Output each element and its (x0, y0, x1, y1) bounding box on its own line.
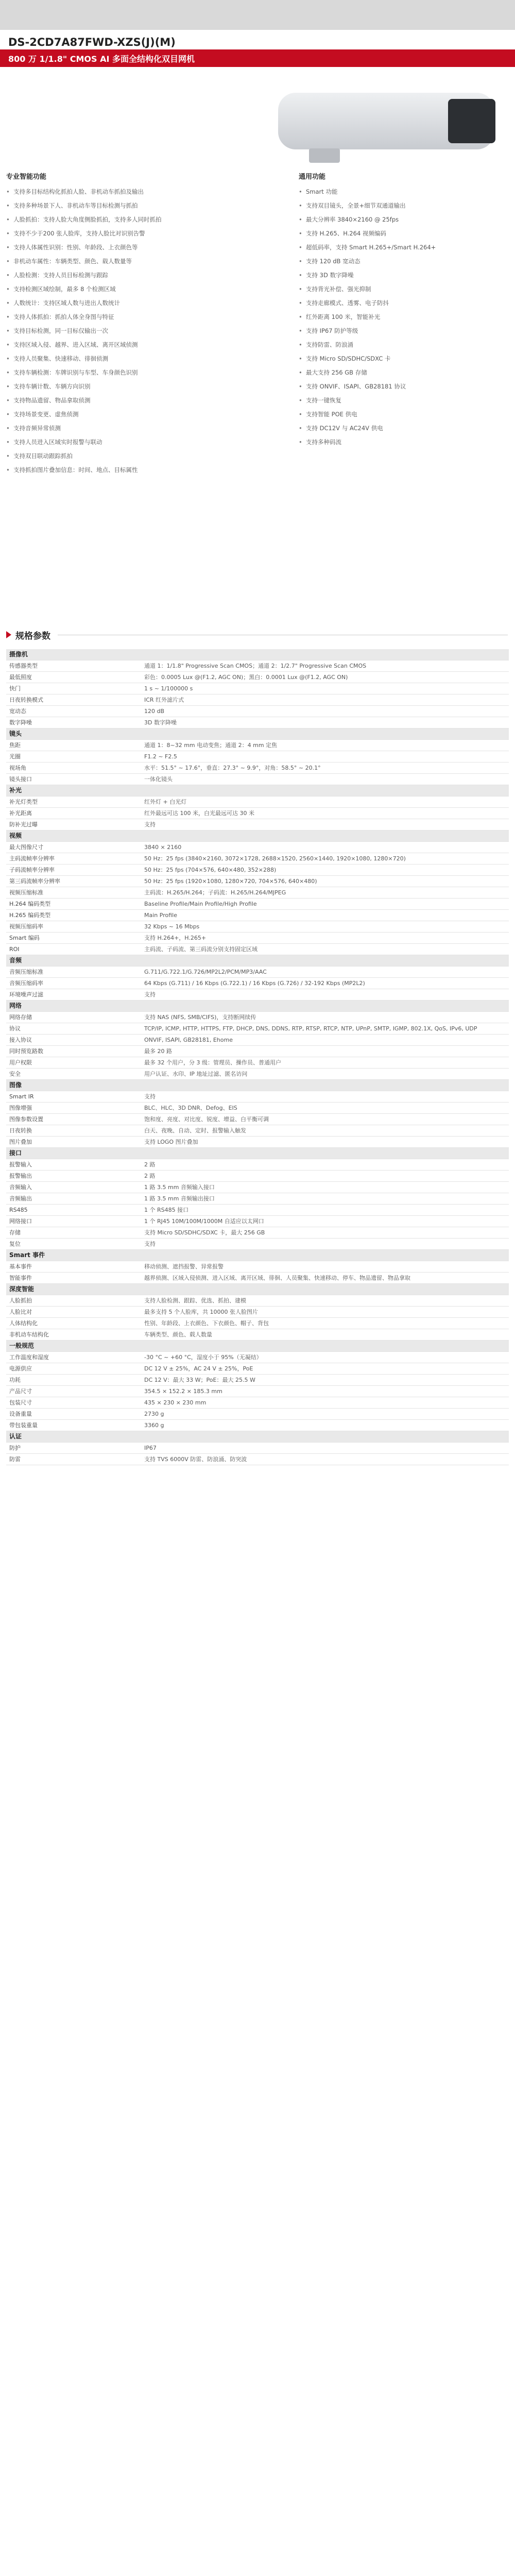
feature-item: • 支持车辆检测：车牌识别与车型、车身颜色识别 (6, 366, 248, 380)
features-left (6, 170, 248, 477)
spec-value: 2 路 (141, 1159, 509, 1171)
spec-value: 354.5 × 152.2 × 185.3 mm (141, 1386, 509, 1397)
spec-row (6, 1386, 509, 1397)
feature-item: • 支持 120 dB 宽动态 (299, 255, 505, 268)
spec-category-row (6, 728, 509, 740)
spec-value: -30 °C ~ +60 °C，湿度小于 95%（无凝结） (141, 1352, 509, 1363)
spec-row (6, 1091, 509, 1103)
feature-item: • 支持一键恢复 (299, 394, 505, 408)
spec-value: ONVIF, ISAPI, GB28181, Ehome (141, 1035, 509, 1046)
spec-key: 日夜转换模式 (6, 694, 141, 706)
spec-key: 图像参数设置 (6, 1114, 141, 1125)
spec-row (6, 1443, 509, 1454)
features-left-title: 专业智能功能 (6, 173, 47, 181)
feature-item: • 支持智能 POE 供电 (299, 408, 505, 421)
spec-value: 1 个 RS485 接口 (141, 1205, 509, 1216)
spec-key: 产品尺寸 (6, 1386, 141, 1397)
spec-row (6, 899, 509, 910)
spec-row (6, 1159, 509, 1171)
spec-value: 支持 (141, 1239, 509, 1250)
spec-key: 协议 (6, 1023, 141, 1035)
spec-value: 1 路 3.5 mm 音频输入接口 (141, 1182, 509, 1193)
spec-row (6, 1125, 509, 1137)
feature-item: • 支持人体抓拍：抓拍人体全身图与特征 (6, 310, 248, 324)
spec-value: Baseline Profile/Main Profile/High Profile (141, 899, 509, 910)
spec-value: G.711/G.722.1/G.726/MP2L2/PCM/MP3/AAC (141, 967, 509, 978)
spec-value: 通道 1：8~32 mm 电动变焦；通道 2：4 mm 定焦 (141, 740, 509, 751)
spec-value: 车辆类型、颜色、载人数量 (141, 1329, 509, 1341)
spec-key: 人脸比对 (6, 1307, 141, 1318)
spec-row (6, 921, 509, 933)
spec-value: 435 × 230 × 230 mm (141, 1397, 509, 1409)
spec-key: 最低照度 (6, 672, 141, 683)
feature-item: • 支持抓拍图片叠加信息：时间、地点、目标属性 (6, 463, 248, 477)
spec-category: 一般规范 (6, 1341, 509, 1352)
feature-item: • 支持 IP67 防护等级 (299, 324, 505, 338)
spec-row (6, 989, 509, 1001)
spec-value: Main Profile (141, 910, 509, 921)
spec-row (6, 694, 509, 706)
spec-category: 认证 (6, 1431, 509, 1443)
spec-value: 64 Kbps (G.711) / 16 Kbps (G.722.1) / 16 Kbps (G.726) / 32-192 Kbps (MP2L2) (141, 978, 509, 989)
spec-row (6, 672, 509, 683)
spec-category-row (6, 1431, 509, 1443)
spec-row (6, 887, 509, 899)
spec-row (6, 1171, 509, 1182)
feature-item: • 人脸抓拍：支持人脸大角度侧脸抓拍，支持多人同时抓拍 (6, 213, 248, 227)
feature-item: • 支持多目标结构化抓拍人脸、非机动车抓拍及输出 (6, 185, 248, 199)
spec-category-row (6, 831, 509, 842)
feature-item: • 最大分辨率 3840×2160 @ 25fps (299, 213, 505, 227)
spec-key: H.265 编码类型 (6, 910, 141, 921)
spec-row (6, 660, 509, 672)
spec-row (6, 1182, 509, 1193)
spec-key: 环境噪声过滤 (6, 989, 141, 1001)
spec-value: 移动侦测、遮挡报警、异常报警 (141, 1261, 509, 1273)
spec-key: ROI (6, 944, 141, 955)
spec-key: 复位 (6, 1239, 141, 1250)
spec-category-row (6, 1148, 509, 1159)
section-arrow-icon (6, 631, 11, 638)
spec-row (6, 1114, 509, 1125)
spec-key: RS485 (6, 1205, 141, 1216)
spec-key: 存储 (6, 1227, 141, 1239)
spec-row (6, 978, 509, 989)
spec-key: 传感器类型 (6, 660, 141, 672)
features-right-title: 通用功能 (299, 173, 326, 181)
spec-key: 报警输入 (6, 1159, 141, 1171)
spec-key: 防护 (6, 1443, 141, 1454)
spec-category: Smart 事件 (6, 1250, 509, 1261)
spec-value: 红外最远可达 100 米，白光最远可达 30 米 (141, 808, 509, 819)
feature-item: • 支持多种码流 (299, 435, 505, 449)
spec-section-title: 规格参数 (15, 631, 50, 641)
spec-value: 彩色：0.0005 Lux @(F1.2, AGC ON)；黑白：0.0001 Lux @(F1.2, AGC ON) (141, 672, 509, 683)
spec-value: BLC、HLC、3D DNR、Defog、EIS (141, 1103, 509, 1114)
spec-row (6, 740, 509, 751)
spec-row (6, 910, 509, 921)
spec-key: 带包装重量 (6, 1420, 141, 1431)
feature-item: • 支持物品遗留、物品拿取侦测 (6, 394, 248, 408)
spec-value: 50 Hz：25 fps (704×576, 640×480, 352×288) (141, 865, 509, 876)
spec-key: 功耗 (6, 1375, 141, 1386)
spec-key: 人脸抓拍 (6, 1295, 141, 1307)
spec-value: 1 个 RJ45 10M/100M/1000M 自适应以太网口 (141, 1216, 509, 1227)
spec-key: 视频压缩标准 (6, 887, 141, 899)
spec-row (6, 1193, 509, 1205)
spec-row (6, 1046, 509, 1057)
tagline: 800 万 1/1.8" CMOS AI 多面全结构化双目网机 (8, 54, 195, 64)
spec-key: 防补光过曝 (6, 819, 141, 831)
spec-row (6, 1069, 509, 1080)
spec-category-row (6, 1250, 509, 1261)
spec-row (6, 1103, 509, 1114)
spec-key: 音频输出 (6, 1193, 141, 1205)
spec-key: 防雷 (6, 1454, 141, 1465)
feature-item: • 人脸检测：支持人员目标检测与跟踪 (6, 268, 248, 282)
spec-row (6, 751, 509, 762)
feature-item: • 最大支持 256 GB 存储 (299, 366, 505, 380)
spec-category: 音频 (6, 955, 509, 967)
spec-value: 水平：51.5° ~ 17.6°，垂直：27.3° ~ 9.9°，对角：58.5° ~ 20.1° (141, 762, 509, 774)
spec-category-row (6, 1284, 509, 1295)
spec-row (6, 1397, 509, 1409)
spec-key: 基本事件 (6, 1261, 141, 1273)
spec-value: 红外灯 + 白光灯 (141, 796, 509, 808)
feature-item: • 支持车辆计数、车辆方向识别 (6, 380, 248, 394)
spec-category-row (6, 785, 509, 796)
spec-value: 1 路 3.5 mm 音频输出接口 (141, 1193, 509, 1205)
spec-value: 3D 数字降噪 (141, 717, 509, 728)
spec-row (6, 683, 509, 694)
spec-value: 120 dB (141, 706, 509, 717)
feature-item: • 支持 H.265、H.264 视频编码 (299, 227, 505, 241)
spec-key: 镜头接口 (6, 774, 141, 785)
spec-value: 支持 (141, 819, 509, 831)
spec-row (6, 1273, 509, 1284)
spec-key: 补光距离 (6, 808, 141, 819)
spec-value: 最多 32 个用户，分 3 级：管理员、操作员、普通用户 (141, 1057, 509, 1069)
feature-item: • 支持目标检测，同一目标仅输出一次 (6, 324, 248, 338)
spec-value: ICR 红外滤片式 (141, 694, 509, 706)
spec-value: 支持 H.264+，H.265+ (141, 933, 509, 944)
spec-key: Smart IR (6, 1091, 141, 1103)
spec-key: 工作温度和湿度 (6, 1352, 141, 1363)
spec-row (6, 796, 509, 808)
spec-category: 摄像机 (6, 649, 509, 660)
feature-item: • 支持人员聚集、快速移动、徘徊侦测 (6, 352, 248, 366)
spec-row (6, 717, 509, 728)
spec-row (6, 967, 509, 978)
spec-row (6, 1012, 509, 1023)
spec-value: F1.2 ~ F2.5 (141, 751, 509, 762)
features-right (299, 170, 505, 449)
spec-row (6, 1375, 509, 1386)
spec-category: 补光 (6, 785, 509, 796)
spec-value: 支持 (141, 1091, 509, 1103)
spec-value: 3360 g (141, 1420, 509, 1431)
spec-key: 音频输入 (6, 1182, 141, 1193)
spec-section-header (0, 626, 515, 643)
spec-category: 深度智能 (6, 1284, 509, 1295)
feature-item: • 支持 3D 数字降噪 (299, 268, 505, 282)
spec-category-row (6, 1341, 509, 1352)
spec-row (6, 1409, 509, 1420)
spec-key: 网络存储 (6, 1012, 141, 1023)
spec-value: 性别、年龄段、上衣颜色、下衣颜色、帽子、背包 (141, 1318, 509, 1329)
spec-key: 包装尺寸 (6, 1397, 141, 1409)
spec-row (6, 1352, 509, 1363)
spec-key: 日夜转换 (6, 1125, 141, 1137)
spec-row (6, 933, 509, 944)
feature-item: • Smart 功能 (299, 185, 505, 199)
spec-category: 镜头 (6, 728, 509, 740)
spec-value: 最多支持 5 个人脸库，共 10000 张人脸图片 (141, 1307, 509, 1318)
spec-row (6, 1295, 509, 1307)
spec-key: 数字降噪 (6, 717, 141, 728)
spec-row (6, 1216, 509, 1227)
spec-row (6, 774, 509, 785)
spec-table (6, 649, 509, 2576)
feature-item: • 红外距离 100 米，智能补光 (299, 310, 505, 324)
spec-row (6, 1035, 509, 1046)
model-title: DS-2CD7A87FWD-XZS(J)(M) (8, 36, 176, 48)
spec-row (6, 853, 509, 865)
spec-value: 支持 (141, 989, 509, 1001)
feature-item: • 超低码率，支持 Smart H.265+/Smart H.264+ (299, 241, 505, 255)
spec-key: 用户权限 (6, 1057, 141, 1069)
spec-row (6, 808, 509, 819)
spec-key: 同时预览路数 (6, 1046, 141, 1057)
spec-row (6, 706, 509, 717)
spec-value: 32 Kbps ~ 16 Mbps (141, 921, 509, 933)
spec-row (6, 1023, 509, 1035)
spec-key: 设备重量 (6, 1409, 141, 1420)
spec-row (6, 1307, 509, 1318)
spec-key: 电源供应 (6, 1363, 141, 1375)
hero-section (0, 67, 515, 634)
feature-item: • 支持走廊模式、透雾、电子防抖 (299, 296, 505, 310)
spec-value: 主码流、子码流、第三码流分别支持固定区域 (141, 944, 509, 955)
spec-row (6, 1205, 509, 1216)
spec-category: 图像 (6, 1080, 509, 1091)
spec-row (6, 842, 509, 853)
spec-row (6, 1318, 509, 1329)
spec-value: 最多 20 路 (141, 1046, 509, 1057)
spec-key: 音频压缩标准 (6, 967, 141, 978)
spec-key: 音频压缩码率 (6, 978, 141, 989)
spec-key: Smart 编码 (6, 933, 141, 944)
spec-value: 1 s ~ 1/100000 s (141, 683, 509, 694)
feature-item: • 支持防雷、防浪涌 (299, 338, 505, 352)
spec-category-row (6, 1080, 509, 1091)
feature-item: • 支持不少于200 张人脸库，支持人脸比对识别告警 (6, 227, 248, 241)
spec-row (6, 762, 509, 774)
tagline-bar (0, 49, 515, 67)
spec-value: 3840 × 2160 (141, 842, 509, 853)
spec-key: 接入协议 (6, 1035, 141, 1046)
spec-key: 主码流帧率分辨率 (6, 853, 141, 865)
top-banner (0, 0, 515, 30)
spec-row (6, 1329, 509, 1341)
spec-value: 2730 g (141, 1409, 509, 1420)
spec-row (6, 876, 509, 887)
spec-value: 通道 1：1/1.8" Progressive Scan CMOS；通道 2：1/2.7" Progressive Scan CMOS (141, 660, 509, 672)
spec-row (6, 865, 509, 876)
spec-key: H.264 编码类型 (6, 899, 141, 910)
spec-category-row (6, 955, 509, 967)
spec-row (6, 819, 509, 831)
spec-value: 支持 TVS 6000V 防雷、防浪涌、防突波 (141, 1454, 509, 1465)
spec-key: 补光灯类型 (6, 796, 141, 808)
spec-value: 一体化镜头 (141, 774, 509, 785)
spec-row (6, 944, 509, 955)
feature-item: • 支持区域入侵、越界、进入区域、离开区域侦测 (6, 338, 248, 352)
spec-key: 焦距 (6, 740, 141, 751)
feature-item: • 支持双目联动跟踪抓拍 (6, 449, 248, 463)
spec-value: 白天、夜晚、自动、定时、报警输入触发 (141, 1125, 509, 1137)
spec-key: 报警输出 (6, 1171, 141, 1182)
feature-item: • 支持双目镜头，全景+细节双通道输出 (299, 199, 505, 213)
spec-category: 视频 (6, 831, 509, 842)
spec-value: 50 Hz：25 fps (1920×1080, 1280×720, 704×576, 640×480) (141, 876, 509, 887)
spec-row (6, 1239, 509, 1250)
spec-value: 饱和度、亮度、对比度、锐度、增益、白平衡可调 (141, 1114, 509, 1125)
spec-value: 支持人脸检测、跟踪、优选、抓拍、建模 (141, 1295, 509, 1307)
spec-key: 非机动车结构化 (6, 1329, 141, 1341)
spec-key: 视场角 (6, 762, 141, 774)
spec-row (6, 1363, 509, 1375)
spec-category-row (6, 1001, 509, 1012)
spec-value: IP67 (141, 1443, 509, 1454)
spec-key: 图像增强 (6, 1103, 141, 1114)
spec-key: 安全 (6, 1069, 141, 1080)
spec-value: 支持 NAS (NFS, SMB/CIFS)，支持断网续传 (141, 1012, 509, 1023)
feature-item: • 支持场景变更、虚焦侦测 (6, 408, 248, 421)
spec-row (6, 1454, 509, 1465)
spec-value: 用户认证、水印、IP 地址过滤、匿名访问 (141, 1069, 509, 1080)
spec-value: DC 12 V ± 25%，AC 24 V ± 25%，PoE (141, 1363, 509, 1375)
spec-category-row (6, 649, 509, 660)
feature-item: • 非机动车属性：车辆类型、颜色、载人数量等 (6, 255, 248, 268)
spec-key: 第三码流帧率分辨率 (6, 876, 141, 887)
feature-item: • 支持 DC12V 与 AC24V 供电 (299, 421, 505, 435)
spec-key: 人体结构化 (6, 1318, 141, 1329)
spec-key: 光圈 (6, 751, 141, 762)
spec-value: 支持 Micro SD/SDHC/SDXC 卡，最大 256 GB (141, 1227, 509, 1239)
spec-category: 网络 (6, 1001, 509, 1012)
spec-row (6, 1420, 509, 1431)
spec-value: DC 12 V：最大 33 W；PoE：最大 25.5 W (141, 1375, 509, 1386)
spec-category: 接口 (6, 1148, 509, 1159)
spec-row (6, 1057, 509, 1069)
feature-item: • 人数统计：支持区域人数与进出人数统计 (6, 296, 248, 310)
feature-item: • 支持 Micro SD/SDHC/SDXC 卡 (299, 352, 505, 366)
feature-item: • 支持人员进入区域实时报警与联动 (6, 435, 248, 449)
spec-value: 支持 LOGO 图片叠加 (141, 1137, 509, 1148)
spec-value: 越界侦测、区域入侵侦测、进入区域、离开区域、徘徊、人员聚集、快速移动、停车、物品遗留、物品拿取 (141, 1273, 509, 1284)
spec-key: 网络接口 (6, 1216, 141, 1227)
feature-item: • 支持检测区域绘制，最多 8 个检测区域 (6, 282, 248, 296)
spec-row (6, 1137, 509, 1148)
feature-item: • 支持 ONVIF、ISAPI、GB28181 协议 (299, 380, 505, 394)
spec-row (6, 1261, 509, 1273)
spec-key: 智能事件 (6, 1273, 141, 1284)
spec-key: 图片叠加 (6, 1137, 141, 1148)
spec-value: 50 Hz：25 fps (3840×2160, 3072×1728, 2688×1520, 2560×1440, 1920×1080, 1280×720) (141, 853, 509, 865)
feature-item: • 支持多种场景下人、非机动车等目标检测与抓拍 (6, 199, 248, 213)
feature-item: • 支持音频异常侦测 (6, 421, 248, 435)
spec-key: 宽动态 (6, 706, 141, 717)
spec-row (6, 1227, 509, 1239)
camera-image (278, 77, 500, 160)
spec-key: 最大图像尺寸 (6, 842, 141, 853)
feature-item: • 支持人体属性识别：性别、年龄段、上衣颜色等 (6, 241, 248, 255)
spec-value: TCP/IP, ICMP, HTTP, HTTPS, FTP, DHCP, DNS, DDNS, RTP, RTSP, RTCP, NTP, UPnP, SMTP, IGMP, 802.1X, QoS, IPv6, UDP (141, 1023, 509, 1035)
spec-value: 2 路 (141, 1171, 509, 1182)
feature-item: • 支持背光补偿、强光抑制 (299, 282, 505, 296)
spec-value: 主码流：H.265/H.264；子码流：H.265/H.264/MJPEG (141, 887, 509, 899)
spec-key: 视频压缩码率 (6, 921, 141, 933)
spec-key: 子码流帧率分辨率 (6, 865, 141, 876)
spec-key: 快门 (6, 683, 141, 694)
